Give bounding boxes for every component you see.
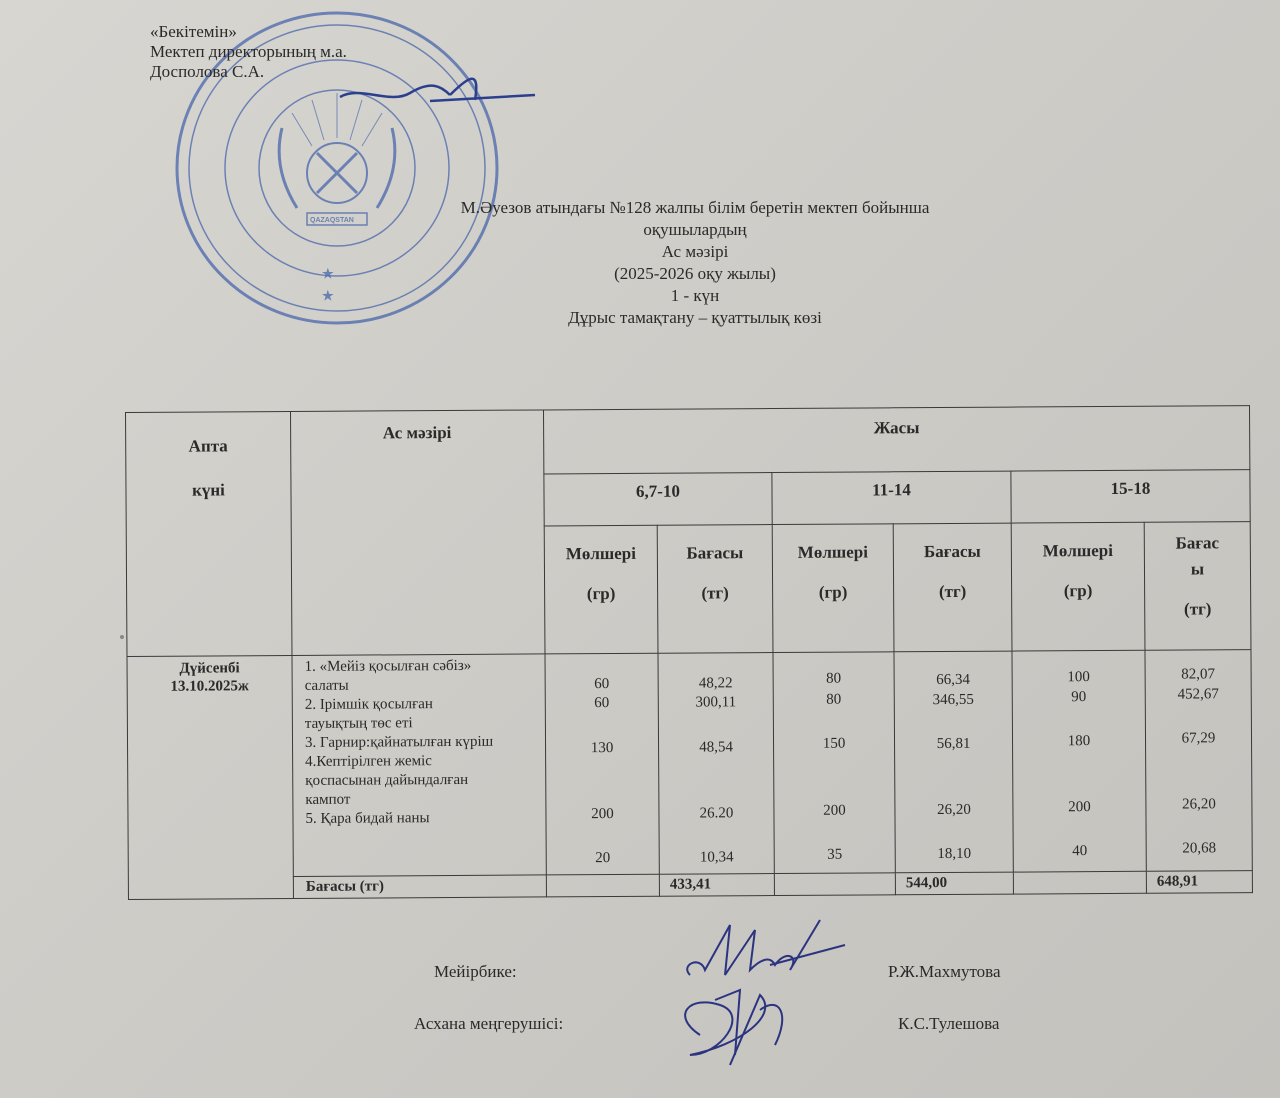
qty-value: 60 (594, 695, 610, 712)
totals-label: Бағасы (тг) (293, 875, 546, 899)
svg-text:QAZAQSTAN: QAZAQSTAN (310, 217, 354, 224)
price-value: 67,29 (1181, 730, 1216, 747)
document-title (370, 197, 1020, 329)
qty-unit: (гр) (586, 584, 616, 604)
header-group-3: 15-18 (1011, 470, 1250, 523)
header-day-line1: Апта (188, 436, 228, 456)
price-value: 26,20 (937, 801, 971, 819)
g3-qty-cell (1012, 650, 1146, 872)
price-value: 56,81 (936, 735, 971, 753)
g2-qty-cell (773, 652, 895, 874)
header-qty-3 (1011, 522, 1145, 651)
price-value: 20,68 (1182, 840, 1217, 857)
signatures-block (410, 962, 1090, 1066)
header-day-line2: күні (191, 480, 225, 500)
price-value: 10,34 (699, 849, 734, 866)
price-label: Бағас (1175, 533, 1220, 553)
menu-item: қоспасынан дайындалған (305, 771, 469, 789)
price-value: 452,67 (1177, 686, 1219, 703)
menu-items (292, 654, 546, 877)
header-price-2 (893, 523, 1012, 652)
header-price-1 (657, 525, 773, 654)
price-unit: (тг) (701, 583, 729, 603)
title-slogan: Дұрыс тамақтану – қуаттылық көзі (568, 308, 822, 327)
price-label: Бағасы (686, 543, 744, 563)
qty-label: Мөлшері (1042, 540, 1114, 561)
menu-item: 2. Ірімшік қосылған (304, 696, 433, 713)
day-name: Дүйсенбі (179, 660, 240, 677)
director-signature-icon (330, 65, 540, 115)
menu-item: 3. Гарнир:қайнатылған күріш (304, 733, 494, 751)
table-row (127, 650, 1252, 878)
price-value: 82,07 (1181, 666, 1216, 683)
g3-price-cell (1145, 650, 1252, 872)
qty-value: 200 (823, 802, 846, 819)
price-value: 48,22 (698, 675, 733, 692)
paper-speck (120, 635, 124, 639)
approval-position: Мектеп директорының м.а. (150, 42, 347, 61)
price-unit: (тг) (1183, 599, 1212, 619)
qty-label: Мөлшері (797, 542, 869, 562)
price-value: 26.20 (699, 805, 734, 822)
approval-block (150, 22, 347, 82)
menu-item: 1. «Мейіз қосылған сәбіз» (304, 657, 472, 675)
header-menu: Ас мәзірі (290, 410, 544, 656)
price-value: 26,20 (1181, 796, 1216, 813)
qty-value: 40 (1072, 843, 1088, 860)
price-value: 300,11 (695, 694, 737, 711)
price-value: 48,54 (699, 739, 733, 756)
menu-item: 4.Кептірілген жеміс (305, 753, 432, 770)
kitchen-head-name: К.С.Тулешова (898, 1014, 1000, 1033)
qty-value: 60 (594, 676, 610, 693)
qty-value: 20 (595, 850, 611, 867)
price-value: 346,55 (932, 691, 974, 709)
qty-value: 180 (1067, 733, 1091, 750)
qty-label: Мөлшері (565, 543, 637, 564)
price-unit: (тг) (938, 581, 967, 602)
menu-item: салаты (304, 677, 349, 694)
title-year: (2025-2026 оқу жылы) (614, 264, 776, 283)
approval-director-name: Досполова С.А. (150, 62, 265, 81)
menu-table (125, 405, 1253, 900)
qty-value: 80 (826, 670, 842, 687)
price-value: 18,10 (937, 845, 972, 863)
price-label: Бағасы (923, 541, 981, 562)
totals-empty (546, 874, 659, 897)
title-students: оқушылардың (643, 220, 747, 239)
price-label-cont: ы (1190, 559, 1205, 579)
day-date: 13.10.2025ж (170, 678, 249, 695)
menu-item: кампот (305, 791, 351, 808)
title-day: 1 - күн (670, 286, 720, 305)
totals-empty (774, 873, 895, 896)
kitchen-head-role: Асхана меңгерушісі: (414, 1014, 564, 1033)
qty-unit: (гр) (1063, 581, 1093, 601)
approval-heading: «Бекітемін» (150, 22, 237, 41)
total-group-1: 433,41 (659, 874, 774, 897)
svg-text:★: ★ (322, 266, 334, 281)
qty-value: 90 (1071, 689, 1087, 706)
total-group-2: 544,00 (895, 872, 1013, 895)
header-age: Жасы (543, 406, 1249, 474)
header-price-3 (1144, 522, 1251, 651)
header-week-day (126, 411, 292, 656)
qty-value: 200 (1068, 799, 1091, 816)
menu-item: тауықтың төс еті (304, 715, 413, 732)
g2-price-cell (894, 651, 1013, 873)
nurse-name: Р.Ж.Махмутова (888, 962, 1001, 981)
qty-unit: (гр) (818, 582, 848, 602)
signature-kitchen-head (410, 1014, 1090, 1066)
qty-value: 100 (1067, 669, 1090, 686)
header-group-2: 11-14 (772, 471, 1011, 524)
title-school: М.Әуезов атындағы №128 жалпы білім беретін мектеп бойынша (460, 198, 930, 217)
qty-value: 35 (827, 846, 843, 863)
totals-empty (1013, 871, 1146, 894)
qty-value: 200 (591, 806, 614, 823)
g1-price-cell (658, 653, 774, 875)
header-qty-2 (772, 524, 894, 653)
title-menu: Ас мәзірі (661, 242, 729, 261)
qty-value: 130 (590, 740, 614, 757)
svg-text:★: ★ (322, 288, 334, 303)
total-group-3: 648,91 (1146, 871, 1252, 894)
day-cell (127, 655, 293, 899)
menu-item: 5. Қара бидай наны (305, 810, 430, 827)
qty-value: 80 (826, 691, 842, 708)
price-value: 66,34 (936, 671, 971, 689)
g1-qty-cell (545, 653, 659, 875)
nurse-role: Мейірбике: (434, 962, 517, 981)
qty-value: 150 (822, 735, 846, 752)
signature-nurse (410, 962, 1090, 1014)
header-group-1: 6,7-10 (544, 473, 772, 526)
header-qty-1 (544, 525, 658, 654)
